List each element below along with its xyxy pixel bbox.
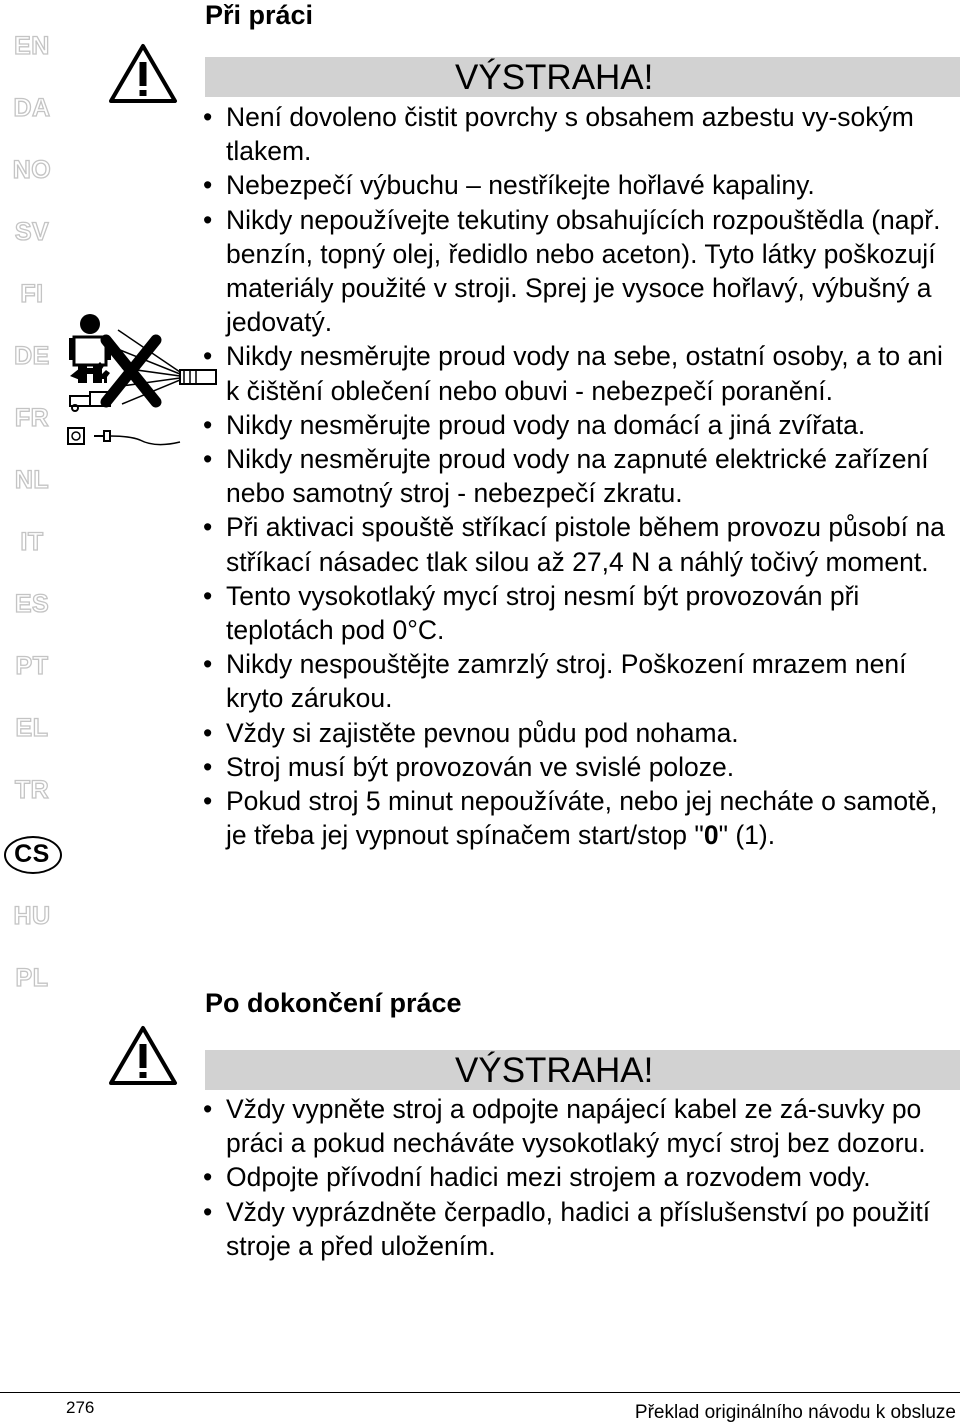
language-tab[interactable]: SV: [14, 218, 50, 246]
language-tab[interactable]: ES: [14, 590, 50, 618]
section-title: Při práci: [205, 0, 314, 30]
list-item: • Odpojte přívodní hadici mezi strojem a rozvodem vody.: [200, 1160, 955, 1194]
list-item: • Vždy vyprázdněte čerpadlo, hadici a příslušenství po použití stroje a před uložením.: [200, 1195, 955, 1263]
list-item: • Vždy si zajistěte pevnou půdu pod nohama.: [200, 716, 955, 750]
list-item: • Nikdy nespouštějte zamrzlý stroj. Poškození mrazem není kryto zárukou.: [200, 647, 955, 715]
language-tab[interactable]: TR: [14, 776, 50, 804]
language-tab[interactable]: FI: [20, 280, 44, 308]
list-item: • Vždy vypněte stroj a odpojte napájecí kabel ze zá-suvky po práci a pokud necháváte vysokotlaký mycí stroj bez dozoru.: [200, 1092, 955, 1160]
section-title: Po dokončení práce: [205, 988, 462, 1018]
language-tab[interactable]: NL: [14, 466, 50, 494]
warning-triangle-icon: [108, 42, 178, 104]
list-item: • Stroj musí být provozován ve svislé poloze.: [200, 750, 955, 784]
language-tab[interactable]: EN: [14, 32, 50, 60]
list-item: • Nebezpečí výbuchu – nestříkejte hořlavé kapaliny.: [200, 168, 955, 202]
footer-title: Překlad originálního návodu k obsluze: [634, 1402, 956, 1423]
language-tab-active[interactable]: CS: [8, 834, 56, 874]
warning-triangle-icon: [108, 1024, 178, 1086]
language-tab[interactable]: DA: [13, 94, 51, 122]
language-tab[interactable]: PL: [15, 964, 49, 992]
list-item: • Není dovoleno čistit povrchy s obsahem azbestu vy-sokým tlakem.: [200, 100, 955, 168]
list-item: • Nikdy nesměrujte proud vody na zapnuté elektrické zařízení nebo samotný stroj - nebezpečí zkratu.: [200, 442, 955, 510]
list-item: • Nikdy nesměrujte proud vody na sebe, ostatní osoby, a to ani k čištění oblečení nebo obuvi - nebezpečí poranění.: [200, 339, 955, 407]
language-tab[interactable]: IT: [20, 528, 44, 556]
list-item: • Při aktivaci spouště stříkací pistole během provozu působí na stříkací násadec tlak silou až 27,4 N a náhlý točivý moment.: [200, 510, 955, 578]
language-tab[interactable]: DE: [14, 342, 50, 370]
safety-list: [200, 100, 955, 852]
list-item: • Nikdy nesměrujte proud vody na domácí a jiná zvířata.: [200, 408, 955, 442]
language-tab[interactable]: FR: [14, 404, 50, 432]
language-tab[interactable]: PT: [15, 652, 49, 680]
safety-list: [200, 1092, 955, 1263]
footer-rule: [0, 1392, 960, 1393]
list-item: • Pokud stroj 5 minut nepoužíváte, nebo jej necháte o samotě, je třeba jej vypnout spínačem start/stop "0" (1).: [200, 784, 955, 852]
warning-heading: VÝSTRAHA!: [455, 1051, 654, 1090]
no-spray-people-animals-electrical-illustration: [60, 310, 220, 450]
language-tab[interactable]: HU: [13, 902, 51, 930]
list-item: • Nikdy nepoužívejte tekutiny obsahujících rozpouštědla (např. benzín, topný olej, ředidlo nebo aceton). Tyto látky poškozují materiály použité v stroji. Sprej je vysoce hořlavý, výbušný a jedovatý.: [200, 203, 955, 340]
language-tab[interactable]: EL: [15, 714, 49, 742]
warning-heading: VÝSTRAHA!: [455, 58, 654, 97]
page-number: 276: [66, 1398, 95, 1417]
language-tab[interactable]: NO: [12, 156, 52, 184]
list-item: • Tento vysokotlaký mycí stroj nesmí být provozován při teplotách pod 0°C.: [200, 579, 955, 647]
